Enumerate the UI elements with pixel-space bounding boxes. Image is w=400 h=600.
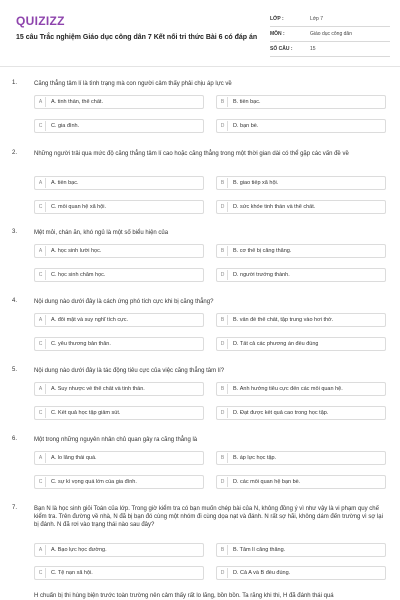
option-text: A. Bạo lực học đường. bbox=[51, 547, 107, 553]
option-letter: D bbox=[218, 339, 228, 349]
option-text: D. Tất cả các phương án đều đúng bbox=[233, 341, 319, 347]
meta-row-count bbox=[270, 42, 390, 57]
meta-value: Giáo dục công dân bbox=[310, 31, 352, 37]
option-b[interactable] bbox=[216, 244, 386, 258]
question-text: Một trong những nguyên nhân chủ quan gây ra căng thẳng là bbox=[34, 437, 198, 443]
option-a[interactable] bbox=[34, 95, 204, 109]
question-number: 3. bbox=[12, 229, 18, 235]
meta-value: Lớp 7 bbox=[310, 16, 324, 22]
option-letter: B bbox=[218, 384, 228, 394]
option-letter: B bbox=[218, 453, 228, 463]
option-a[interactable] bbox=[34, 382, 204, 396]
option-text: D. Đạt được kết quả cao trong học tập. bbox=[233, 410, 329, 416]
option-text: B. vấn đề thể chất, tập trung vào hơi thở. bbox=[233, 317, 334, 323]
option-letter: C bbox=[36, 339, 46, 349]
option-letter: B bbox=[218, 315, 228, 325]
option-b[interactable] bbox=[216, 543, 386, 557]
question-number: 5. bbox=[12, 367, 18, 373]
question-text: Nội dung nào dưới đây là tác động tiêu cực của việc căng thẳng tâm lí? bbox=[34, 368, 225, 374]
option-letter: D bbox=[218, 408, 228, 418]
option-text: D. Cả A và B đều đúng. bbox=[233, 570, 291, 576]
option-text: A. học sinh lười học. bbox=[51, 248, 102, 254]
option-text: B. tiền bạc. bbox=[233, 99, 261, 105]
option-text: A. tinh thần, thể chất. bbox=[51, 99, 103, 105]
option-text: D. sức khỏe tinh thần và thể chất. bbox=[233, 204, 316, 210]
option-b[interactable] bbox=[216, 95, 386, 109]
option-b[interactable] bbox=[216, 176, 386, 190]
option-d[interactable] bbox=[216, 119, 386, 133]
option-c[interactable] bbox=[34, 119, 204, 133]
option-letter: C bbox=[36, 477, 46, 487]
option-letter: A bbox=[36, 384, 46, 394]
option-b[interactable] bbox=[216, 451, 386, 465]
option-letter: B bbox=[218, 178, 228, 188]
option-text: B. cơ thể bị căng thẳng. bbox=[233, 248, 292, 254]
option-b[interactable] bbox=[216, 382, 386, 396]
option-text: A. lo lắng thái quá. bbox=[51, 455, 97, 461]
meta-table bbox=[270, 12, 390, 57]
option-letter: D bbox=[218, 121, 228, 131]
option-b[interactable] bbox=[216, 313, 386, 327]
page-header bbox=[0, 0, 400, 66]
option-text: C. mối quan hệ xã hội. bbox=[51, 204, 107, 210]
option-letter: A bbox=[36, 453, 46, 463]
option-text: B. Ảnh hưởng tiêu cực đến các mối quan hệ. bbox=[233, 386, 343, 392]
option-text: B. giao tiếp xã hội. bbox=[233, 180, 279, 186]
page-title: 15 câu Trắc nghiệm Giáo dục công dân 7 Kết nối tri thức Bài 6 có đáp án bbox=[16, 34, 258, 41]
meta-key: LỚP : bbox=[270, 16, 284, 22]
meta-key: MÔN : bbox=[270, 31, 285, 37]
question-text: Nội dung nào dưới đây là cách ứng phó tích cực khi bị căng thẳng? bbox=[34, 299, 214, 305]
option-letter: A bbox=[36, 246, 46, 256]
option-c[interactable] bbox=[34, 337, 204, 351]
option-a[interactable] bbox=[34, 313, 204, 327]
question-text: Những người trải qua mức độ căng thẳng tâm lí cao hoặc căng thẳng trong một thời gian dài có thể gặp các vấn đề về bbox=[34, 151, 349, 157]
option-d[interactable] bbox=[216, 406, 386, 420]
option-letter: A bbox=[36, 97, 46, 107]
option-text: C. Kết quả học tập giảm sút. bbox=[51, 410, 121, 416]
question-number: 4. bbox=[12, 298, 18, 304]
meta-value: 15 bbox=[310, 46, 316, 52]
question-text: Mệt mỏi, chán ăn, khó ngủ là một số biểu hiện của bbox=[34, 230, 169, 236]
option-d[interactable] bbox=[216, 475, 386, 489]
option-c[interactable] bbox=[34, 268, 204, 282]
option-letter: A bbox=[36, 178, 46, 188]
option-letter: D bbox=[218, 477, 228, 487]
option-c[interactable] bbox=[34, 406, 204, 420]
option-a[interactable] bbox=[34, 451, 204, 465]
option-text: C. sự kì vọng quá lớn của gia đình. bbox=[51, 479, 137, 485]
option-letter: B bbox=[218, 97, 228, 107]
option-letter: D bbox=[218, 270, 228, 280]
option-letter: C bbox=[36, 202, 46, 212]
option-d[interactable] bbox=[216, 566, 386, 580]
question-number: 1. bbox=[12, 80, 18, 86]
option-text: D. người trưởng thành. bbox=[233, 272, 290, 278]
option-letter: B bbox=[218, 545, 228, 555]
question-text: H chuẩn bị thi hùng biện trước toàn trường nên cảm thấy rất lo lắng, bồn bồn. Ta rằng khi thi, H đã đánh thái quá bbox=[34, 593, 334, 599]
option-text: A. Suy nhược về thể chất và tinh thần. bbox=[51, 386, 145, 392]
option-c[interactable] bbox=[34, 475, 204, 489]
option-letter: C bbox=[36, 568, 46, 578]
option-text: B. Tâm lí căng thẳng. bbox=[233, 547, 286, 553]
option-c[interactable] bbox=[34, 200, 204, 214]
option-letter: B bbox=[218, 246, 228, 256]
option-a[interactable] bbox=[34, 244, 204, 258]
option-letter: A bbox=[36, 315, 46, 325]
option-letter: D bbox=[218, 568, 228, 578]
option-text: C. yêu thương bản thân. bbox=[51, 341, 111, 347]
option-letter: C bbox=[36, 408, 46, 418]
option-a[interactable] bbox=[34, 176, 204, 190]
option-text: A. đổi mặt và suy nghĩ tích cực. bbox=[51, 317, 129, 323]
option-text: D. bạn bè. bbox=[233, 123, 259, 129]
option-letter: C bbox=[36, 270, 46, 280]
question-text: Căng thẳng tâm lí là tình trạng mà con người cảm thấy phải chịu áp lực về bbox=[34, 81, 232, 87]
option-d[interactable] bbox=[216, 337, 386, 351]
question-number: 7. bbox=[12, 505, 18, 511]
option-text: B. áp lực học tập. bbox=[233, 455, 277, 461]
option-letter: D bbox=[218, 202, 228, 212]
question-number: 6. bbox=[12, 436, 18, 442]
option-text: A. tiền bạc. bbox=[51, 180, 79, 186]
option-d[interactable] bbox=[216, 268, 386, 282]
meta-row-subject bbox=[270, 27, 390, 42]
meta-row-grade bbox=[270, 12, 390, 27]
meta-key: SỐ CÂU : bbox=[270, 46, 293, 52]
header-divider bbox=[0, 66, 400, 67]
option-d[interactable] bbox=[216, 200, 386, 214]
option-text: C. học sinh chăm học. bbox=[51, 272, 106, 278]
quizizz-logo: QUIZIZZ bbox=[16, 14, 65, 28]
question-number: 2. bbox=[12, 150, 18, 156]
option-a[interactable] bbox=[34, 543, 204, 557]
option-text: C. Tệ nạn xã hội. bbox=[51, 570, 93, 576]
option-c[interactable] bbox=[34, 566, 204, 580]
question-text: Bạn N là học sinh giỏi Toán của lớp. Trong giờ kiểm tra có bạn muốn chép bài của N, không đồng ý vì như vậy là vi phạm quy chế kiểm tra. Trên đường về nhà, N đã bị bạn đó cùng một nhóm đi cùng dọa nạt và đánh. N rất sợ hãi, không dám đến trường vì sợ lại bị đánh. N đã rơi vào trạng thái nào sau đây? bbox=[34, 506, 383, 528]
option-letter: C bbox=[36, 121, 46, 131]
option-text: C. gia đình. bbox=[51, 123, 80, 129]
option-text: D. các mối quan hệ bạn bè. bbox=[233, 479, 301, 485]
option-letter: A bbox=[36, 545, 46, 555]
